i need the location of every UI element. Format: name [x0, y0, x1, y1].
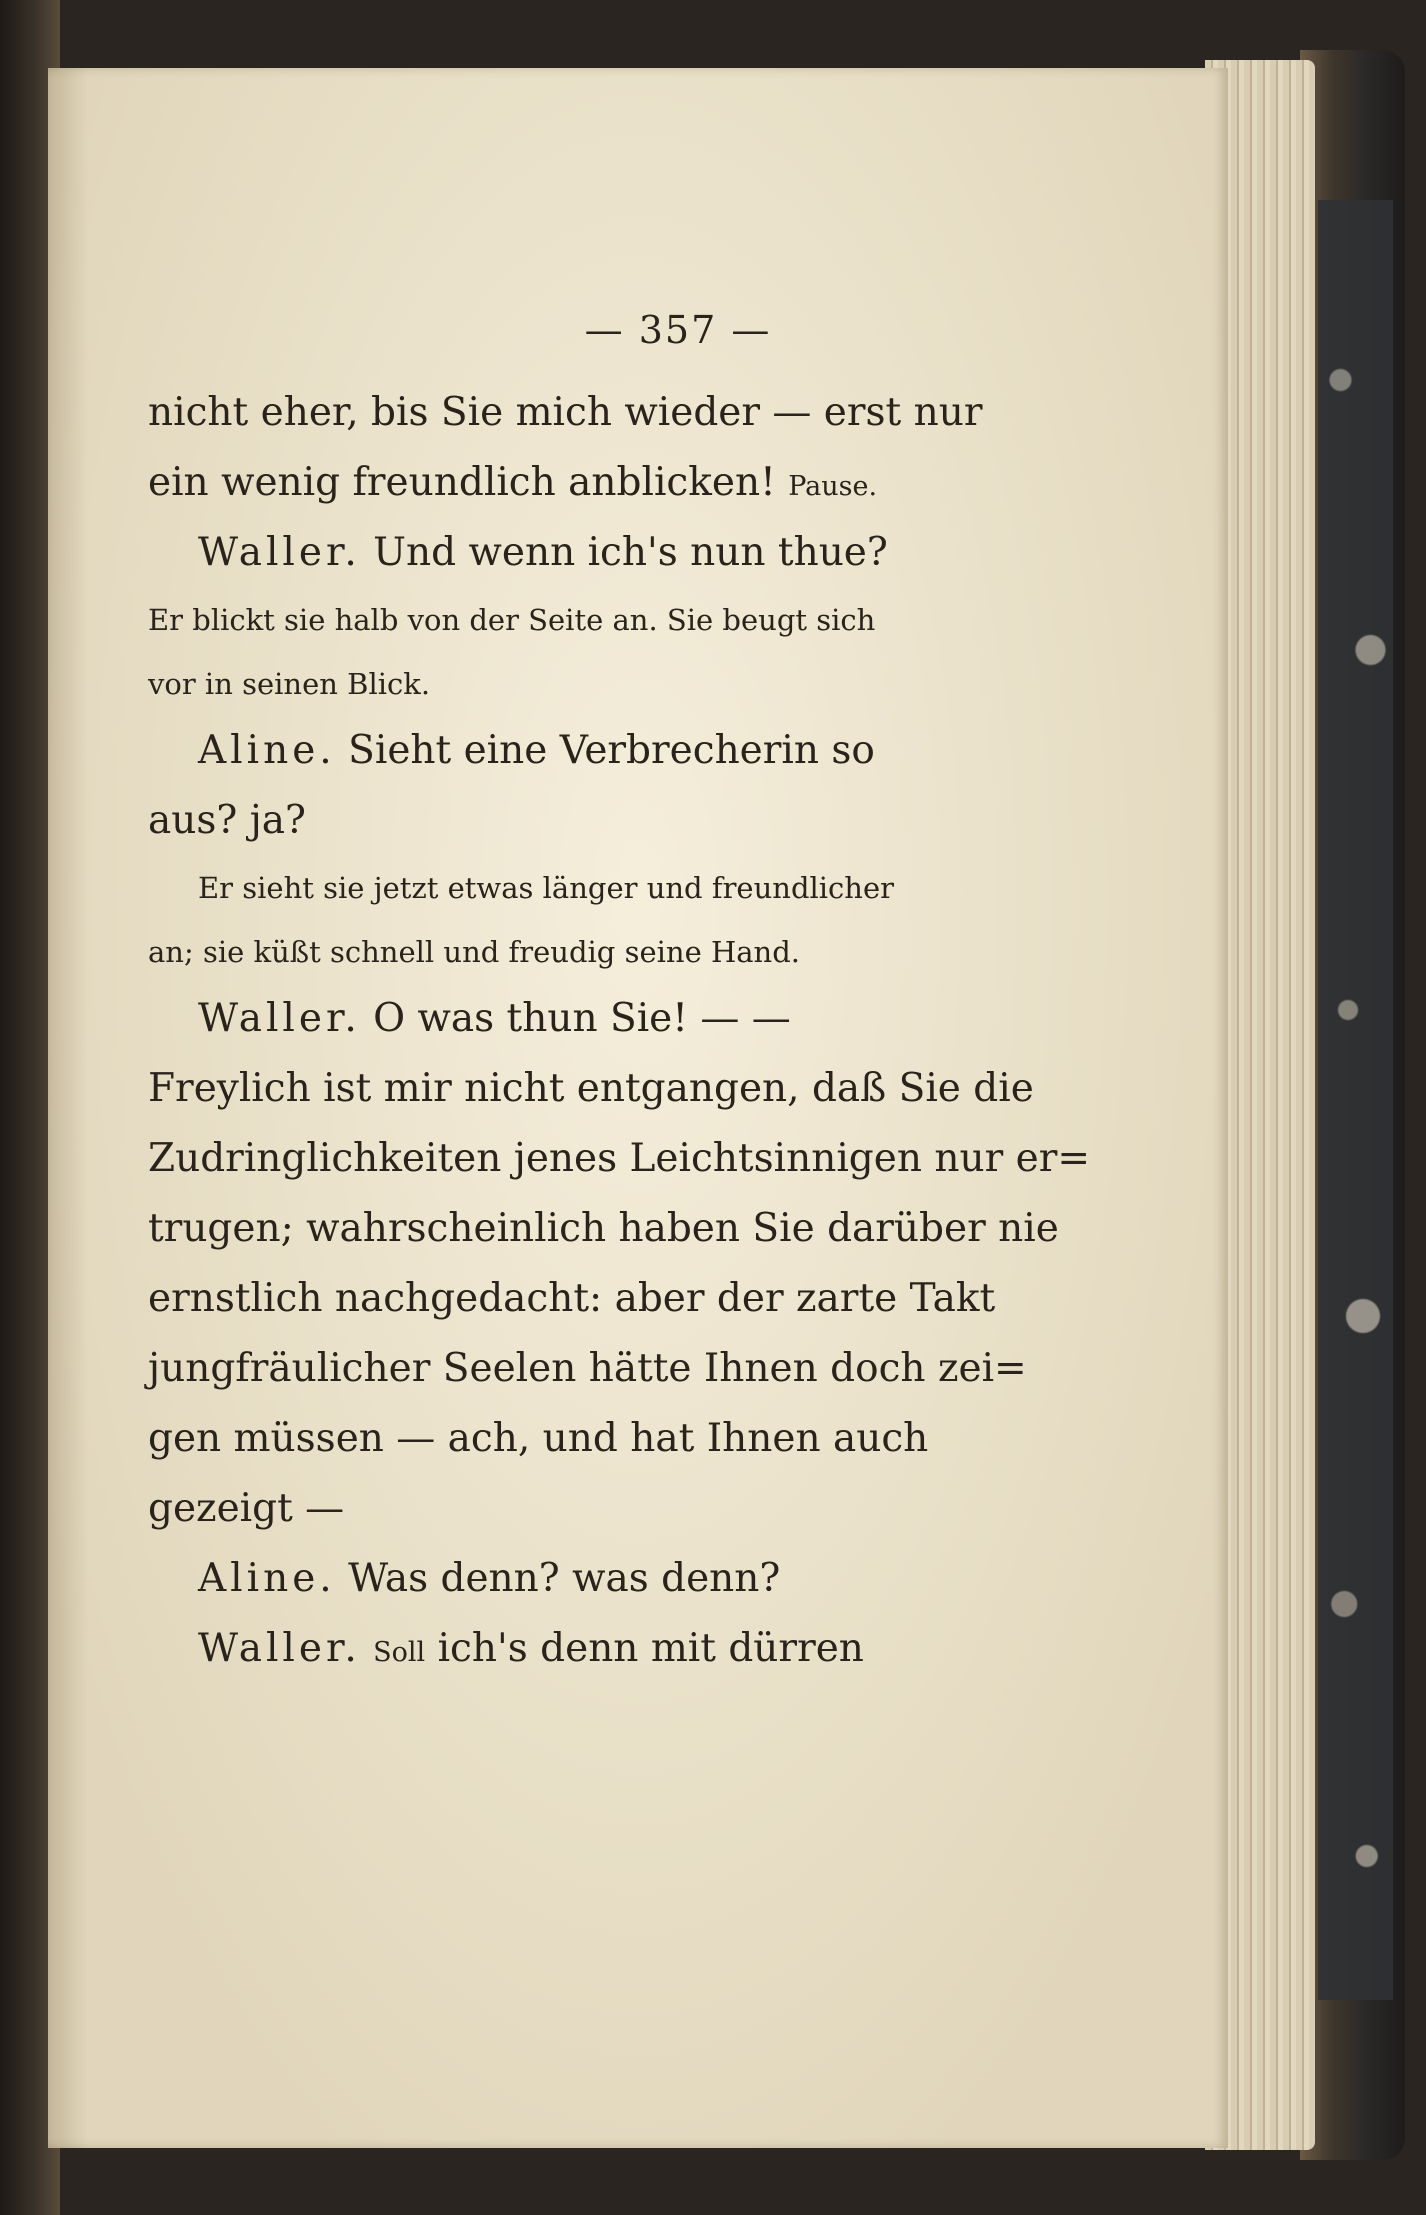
stage-direction: Er sieht sie jetzt etwas länger und freundlicher: [198, 871, 894, 905]
speech-line: Waller. Soll ich's denn mit dürren: [198, 1626, 864, 1671]
speaker-name: Waller.: [198, 530, 361, 575]
text-line: ernstlich nachgedacht: aber der zarte Takt: [148, 1276, 996, 1321]
book-page: [48, 68, 1228, 2148]
text-line: nicht eher, bis Sie mich wieder — erst nur: [148, 390, 983, 435]
speech-line: Waller. O was thun Sie! — —: [198, 996, 791, 1041]
page-text: [148, 308, 1168, 1684]
speaker-name: Waller.: [198, 996, 361, 1041]
stage-direction: an; sie küßt schnell und freudig seine Hand.: [148, 935, 801, 969]
speaker-name: Waller.: [198, 1626, 361, 1671]
text-line: jungfräulicher Seelen hätte Ihnen doch zei=: [148, 1346, 1027, 1391]
marbled-cover: [1318, 200, 1393, 2000]
stage-direction: Er blickt sie halb von der Seite an. Sie beugt sich: [148, 603, 876, 637]
text-line: trugen; wahrscheinlich haben Sie darüber nie: [148, 1206, 1059, 1251]
page-number: — 357 —: [584, 308, 772, 352]
text-line: Zudringlichkeiten jenes Leichtsinnigen nur er=: [148, 1136, 1091, 1181]
text-line: aus? ja?: [148, 798, 306, 843]
text-line: Freylich ist mir nicht entgangen, daß Sie die: [148, 1066, 1034, 1111]
stage-aside: Pause.: [788, 471, 878, 502]
speaker-name: Aline.: [198, 728, 336, 773]
speech-line: Waller. Und wenn ich's nun thue?: [198, 530, 888, 575]
book-cover-right: [1300, 50, 1405, 2160]
speech-line: Aline. Sieht eine Verbrecherin so: [198, 728, 875, 773]
stage-direction: vor in seinen Blick.: [148, 667, 431, 701]
speech-line: Aline. Was denn? was denn?: [198, 1556, 781, 1601]
text-line: gezeigt —: [148, 1486, 345, 1531]
text-line: ein wenig freundlich anblicken! Pause.: [148, 460, 878, 505]
text-line: gen müssen — ach, und hat Ihnen auch: [148, 1416, 929, 1461]
speaker-name: Aline.: [198, 1556, 336, 1601]
